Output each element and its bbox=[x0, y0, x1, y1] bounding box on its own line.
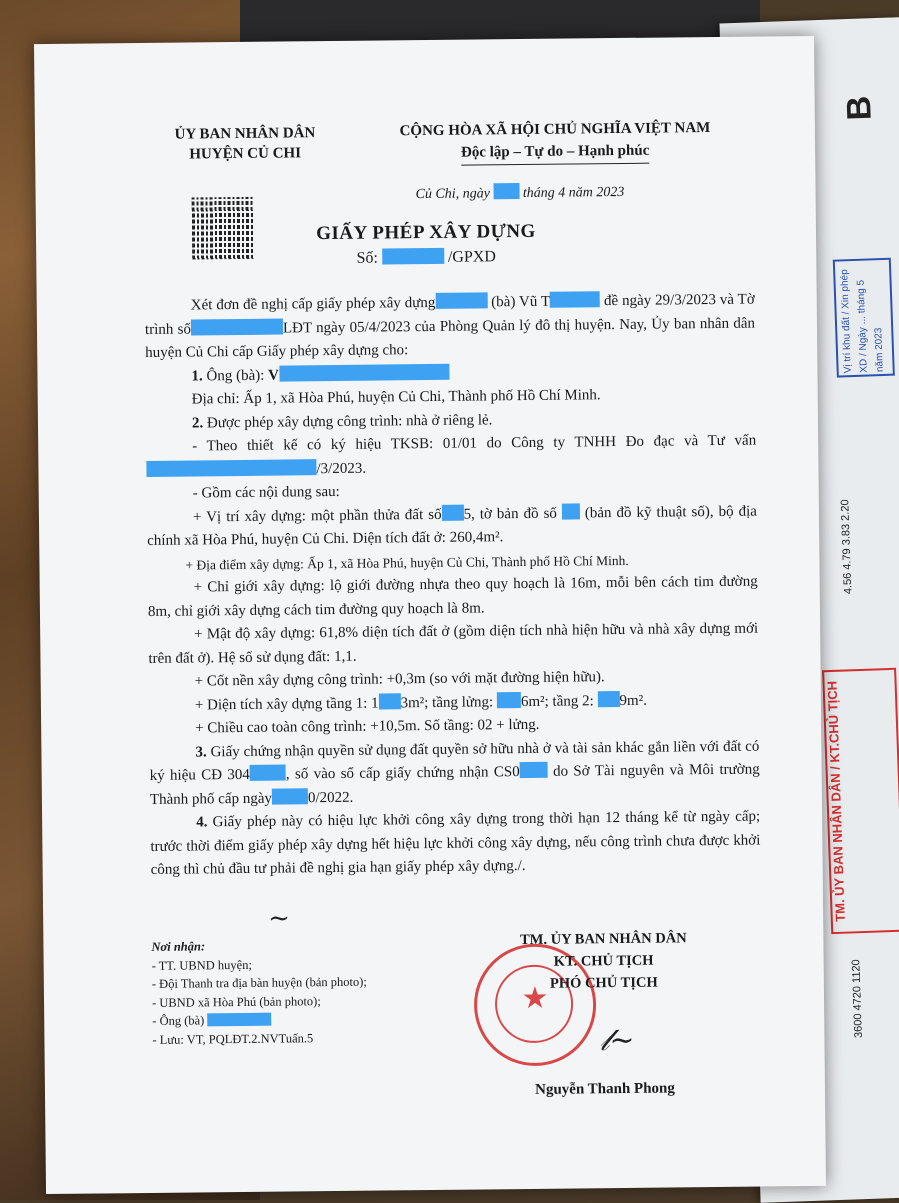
recipients-block bbox=[151, 936, 367, 1049]
drawing-dimensions-top: 4.56 4.79 3.83 2.20 bbox=[839, 499, 855, 595]
redaction bbox=[279, 363, 449, 381]
recipient-item: - UBND xã Hòa Phú (bản photo); bbox=[151, 993, 321, 1010]
redaction bbox=[597, 691, 619, 707]
contents-line: - Gồm các nội dung sau: bbox=[192, 483, 340, 502]
document-number: Số: /GPXD bbox=[356, 248, 497, 267]
redaction bbox=[250, 765, 286, 781]
floor-level-line: + Cốt nền xây dựng công trình: +0,3m (so với mặt đường hiện hữu). bbox=[194, 669, 605, 690]
boundary-line: + Chỉ giới xây dựng: lộ giới đường nhựa theo quy hoạch là 16m, mỗi bên cách tim đường 8m, chỉ giới xây dựng cách tim đường quy hoạch là 8m. bbox=[147, 573, 758, 620]
recipient-item: - Đội Thanh tra địa bàn huyện (bản photo); bbox=[151, 974, 367, 991]
redaction bbox=[272, 788, 308, 804]
nation-name: CỘNG HÒA XÃ HỘI CHỦ NGHĨA VIỆT NAM bbox=[399, 120, 711, 140]
section-3: 3. Giấy chứng nhận quyền sử dụng đất quyền sở hữu nhà ở và tài sản khác gắn liền với đất có ký hiệu CĐ 304 , số vào sổ cấp giấy chứng nhận CS0 do Sở Tài nguyên và Môi trường Thành phố cấp ngày 0/2022. bbox=[149, 738, 760, 808]
location-line: + Vị trí xây dựng: một phần thửa đất số 5, tờ bản đồ số (bản đồ kỹ thuật số), bộ địa chính xã Hòa Phú, huyện Củ Chi. Diện tích đất ở: 260,4m². bbox=[147, 503, 757, 549]
issue-date: Củ Chi, ngày tháng 4 năm 2023 bbox=[415, 184, 625, 203]
redaction bbox=[441, 504, 463, 520]
intro-paragraph: Xét đơn đề nghị cấp giấy phép xây dựng (bà) Vũ T đề ngày 29/3/2023 và Tờ trình số LĐT ngày 05/4/2023 của Phòng Quản lý đô thị huyện. Nay, Ủy ban nhân dân huyện Củ Chi cấp Giấy phép xây dựng cho: bbox=[144, 291, 756, 361]
redaction bbox=[550, 291, 600, 308]
area-line: + Diện tích xây dựng tầng 1: 1 3m²; tầng lửng: 6m²; tầng 2: 9m². bbox=[194, 692, 648, 713]
section-2: 2. Được phép xây dựng công trình: nhà ở riêng lẻ. bbox=[191, 411, 493, 431]
recipient-item: - TT. UBND huyện; bbox=[151, 957, 252, 973]
org-line-2: HUYỆN CỦ CHI bbox=[189, 145, 302, 163]
initial-signature: ~ bbox=[268, 903, 291, 934]
document-title: GIẤY PHÉP XÂY DỰNG bbox=[316, 220, 536, 245]
section-4: 4. Giấy phép này có hiệu lực khởi công xây dựng trong thời hạn 12 tháng kể từ ngày cấp; trước thời điểm giấy phép xây dựng hết hiệu lực khởi công xây dựng, nếu công trình chưa được khởi công thì chủ đầu tư phải đề nghị gia hạn giấy phép xây dựng./. bbox=[150, 808, 761, 878]
redaction bbox=[382, 248, 444, 265]
redaction bbox=[146, 459, 316, 477]
permit-document bbox=[34, 36, 826, 1194]
redaction bbox=[497, 692, 521, 708]
seal-star-icon: ★ bbox=[521, 981, 549, 1016]
red-approval-stamp: TM. ỦY BAN NHÂN DÂN / KT.CHỦ TỊCH bbox=[822, 668, 899, 934]
national-header bbox=[355, 117, 755, 167]
height-line: + Chiều cao toàn công trình: +10,5m. Số tầng: 02 + lửng. bbox=[195, 716, 540, 737]
redaction bbox=[562, 503, 580, 519]
signatory-title: TM. ỦY BAN NHÂN DÂN KT. CHỦ TỊCH PHÓ CHỦ TỊCH bbox=[520, 930, 687, 992]
recipient-item: - Lưu: VT, PQLĐT.2.NVTuấn.5 bbox=[152, 1030, 314, 1047]
redaction bbox=[520, 762, 548, 778]
org-line-1: ỦY BAN NHÂN DÂN bbox=[174, 125, 316, 143]
redaction bbox=[435, 292, 487, 309]
sheet-letter: B bbox=[840, 95, 880, 122]
address-line: Địa chỉ: Ấp 1, xã Hòa Phú, huyện Củ Chi, Thành phố Hồ Chí Minh. bbox=[191, 387, 601, 408]
density-line: + Mật độ xây dựng: 61,8% diện tích đất ở (gồm diện tích nhà hiện hữu và nhà xây dựng mới trên đất ở). Hệ số sử dụng đất: 1,1. bbox=[148, 620, 759, 667]
recipient-item: - Ông (bà) bbox=[152, 1010, 367, 1031]
redaction bbox=[378, 693, 400, 709]
drawing-dimensions-bottom: 3600 4720 1120 bbox=[850, 959, 865, 1039]
handwritten-signature: 𝓁~ bbox=[599, 1022, 635, 1059]
signatory-name: Nguyễn Thanh Phong bbox=[534, 1080, 675, 1098]
site-line: + Địa điểm xây dựng: Ấp 1, xã Hòa Phú, huyện Củ Chi, Thành phố Hồ Chí Minh. bbox=[185, 552, 629, 573]
design-line: - Theo thiết kế có ký hiệu TKSB: 01/01 do Công ty TNHH Đo đạc và Tư vấn/3/2023. bbox=[146, 430, 756, 483]
permit-body bbox=[145, 289, 761, 883]
redaction bbox=[207, 1013, 271, 1027]
national-motto: Độc lập – Tự do – Hạnh phúc bbox=[461, 140, 650, 166]
redaction bbox=[191, 318, 283, 335]
blue-location-stamp: Vị trí khu đất / Xin phép XD / Ngày ... tháng 5 năm 2023 bbox=[833, 258, 895, 378]
redaction bbox=[493, 183, 519, 199]
section-1: 1. Ông (bà): V bbox=[145, 359, 755, 389]
issuing-authority bbox=[145, 123, 345, 165]
recipients-heading: Nơi nhận: bbox=[151, 939, 206, 954]
